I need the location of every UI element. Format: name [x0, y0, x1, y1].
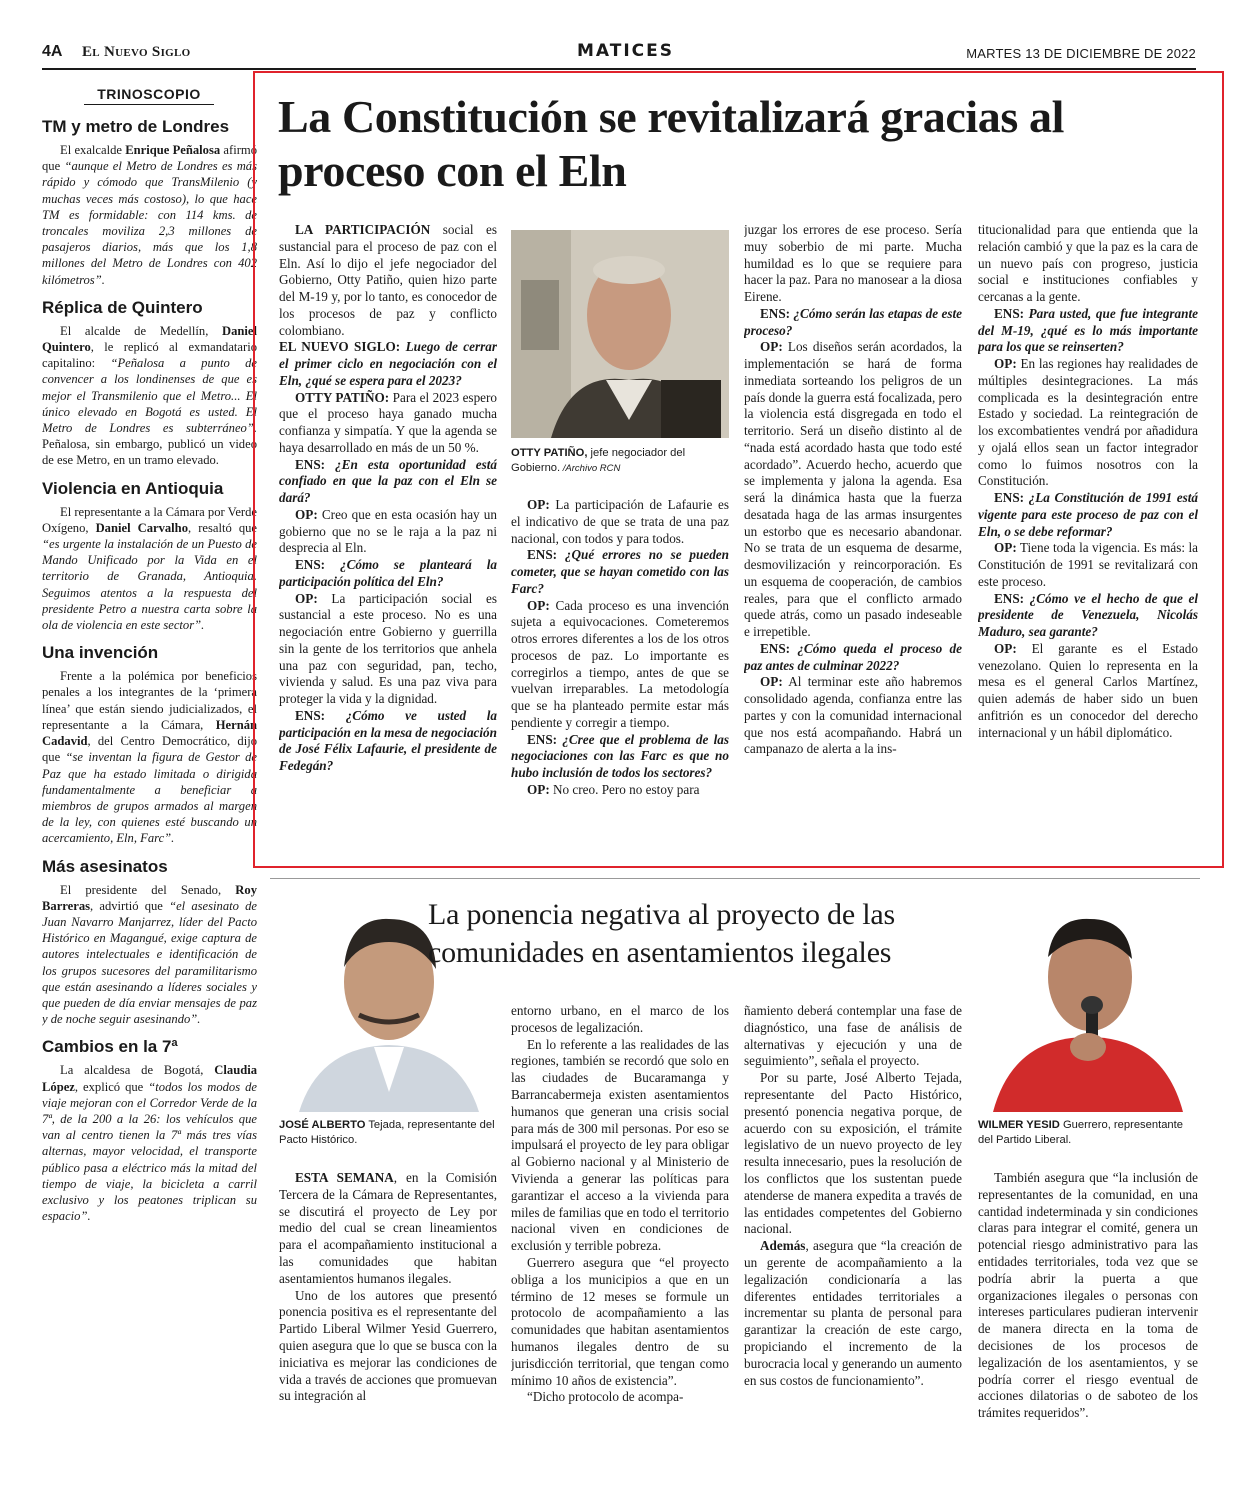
photo-caption: [978, 1118, 1198, 1148]
speaker: OP:: [994, 640, 1017, 656]
question: Para usted, que fue integrante del M-19, ¿qué es lo más importante para los que se reinserten?: [978, 305, 1198, 355]
paragraph-lead: Además: [760, 1238, 806, 1254]
sidebar-item-title: Una invención: [42, 643, 159, 663]
speaker: OP:: [295, 590, 318, 606]
caption-text: jefe negociador del Gobierno.: [511, 447, 686, 474]
body-text: , le replicó al exmandatario capitalino:: [42, 340, 257, 371]
speaker: OTTY PATIÑO:: [295, 389, 390, 405]
body-text: , resaltó que: [188, 520, 257, 535]
caption-text: Guerrero, representante del Partido Liberal.: [978, 1119, 1183, 1146]
speaker: ENS:: [527, 547, 558, 563]
trinoscopio-sidebar: [42, 86, 257, 1466]
article1-column-3: [744, 222, 962, 862]
paragraph: Guerrero asegura que “el proyecto obliga a los municipios a que en un término de 12 meses se formule un protocolo de acompañamiento a las comunidades que habitan asentamientos humanos ilegales dentro de su jurisdicción territorial, que tengan como mínimo 10 años de existencia”.: [511, 1254, 729, 1388]
paragraph: entorno urbano, en el marco de los procesos de legalización.: [511, 1003, 729, 1035]
body-text: El representante a la Cámara por Verde Oxígeno,: [42, 504, 257, 535]
speaker: ENS:: [760, 305, 791, 321]
publication-date: MARTES 13 DE DICIEMBRE DE 2022: [966, 46, 1196, 61]
question: ¿La Constitución de 1991 está vigente para este proceso de paz con el Eln, o se debe reformar?: [978, 490, 1198, 539]
body-text: Peñalosa, sin embargo, publicó un video de ese Metro, en un tramo elevado.: [42, 437, 257, 468]
lead-bold: LA PARTICIPACIÓN: [295, 222, 431, 237]
article1-column-1: [279, 222, 497, 862]
person-name: Claudia López: [42, 1063, 257, 1094]
photo-caption: [511, 446, 729, 476]
answer: Creo que en esta ocasión hay un gobierno que no se le raja a la paz ni desprecia al Eln.: [279, 506, 497, 556]
article2-column-3: [744, 1003, 962, 1468]
person-name: Daniel Quintero: [42, 323, 257, 355]
body-text: , advirtió que: [90, 898, 170, 913]
speaker: OP:: [295, 506, 318, 522]
speaker: ENS:: [994, 590, 1025, 606]
article-divider: [270, 878, 1200, 879]
person-name: Enrique Peñalosa: [125, 143, 221, 157]
speaker: ENS:: [994, 305, 1025, 321]
person-name: Daniel Carvalho: [95, 520, 188, 535]
wilmer-yesid-guerrero-photo: [978, 897, 1198, 1112]
sidebar-item-title: Violencia en Antioquia: [42, 478, 224, 498]
paragraph: ñamiento deberá contemplar una fase de diagnóstico, una fase de análisis de alternativas y ejecución y una de seguimiento”, señala el proyecto.: [744, 1003, 962, 1069]
person-name: Roy Barreras: [42, 882, 257, 913]
body-text: El presidente del Senado,: [60, 882, 236, 897]
caption-name: JOSÉ ALBERTO: [279, 1119, 366, 1131]
question: ¿Cómo queda el proceso de paz antes de culminar 2022?: [744, 640, 962, 673]
question: ¿Cree que el problema de las negociaciones con las Farc es que no hubo inclusión de todos los sectores?: [511, 731, 729, 780]
speaker: ENS:: [295, 557, 326, 572]
question: Luego de cerrar el primer ciclo en negociación con el Eln, ¿qué se espera para el 2023?: [279, 339, 497, 388]
sidebar-item-body: [42, 323, 257, 469]
caption-name: WILMER YESID: [978, 1119, 1060, 1131]
quote: “Peñalosa a punto de convencer a los londinenses de que es mejor el Transmilenio que el Metro... El único elevado en Bogotá es usted. El Metro de Londres es subterráneo”.: [42, 356, 257, 436]
article2-column-2: [511, 1003, 729, 1468]
question: ¿Cómo serán las etapas de este proceso?: [744, 305, 962, 338]
speaker: OP:: [994, 540, 1017, 556]
main-headline: La Constitución se revitalizará gracias al proceso con el Eln: [278, 91, 1064, 196]
sidebar-header: TRINOSCOPIO: [84, 86, 214, 105]
answer-continued: juzgar los errores de ese proceso. Sería muy soberbio de mi parte. Mucha humildad es lo que se requiere para hacer la paz. Para no manosear a la diosa Eirene.: [744, 222, 962, 304]
person-name: Hernán Cadavid: [42, 717, 257, 749]
caption-text: Tejada, representante del Pacto Histórico.: [279, 1119, 495, 1146]
answer: Para el 2023 espero que el proceso haya ganado mucha confianza y simpatía. Y que la agenda se haya desarrollado en más de un 50 %.: [279, 389, 497, 455]
article2-column-1: [279, 1170, 497, 1468]
second-headline: La ponencia negativa al proyecto de las comunidades en asentamientos ilegales: [428, 898, 895, 969]
quote: “el asesinato de Juan Navarro Manjarrez, líder del Pacto Histórico en Magangué, exige captura de autores intelectuales e identificación de los grupos sucesores del paramilitarismo que están asesinando a líderes sociales y que pueden de día enviar mensajes de paz y de noche seguir asesinando”.: [42, 898, 257, 1027]
speaker: OP:: [760, 339, 783, 355]
masthead: [42, 40, 1196, 68]
speaker: ENS:: [295, 456, 326, 472]
sidebar-item-title: Más asesinatos: [42, 856, 168, 876]
answer: La participación de Lafaurie es el indicativo de que se trata de una paz nacional, con todos y para todos.: [511, 497, 729, 546]
sidebar-item-title: TM y metro de Londres: [42, 117, 230, 136]
otty-patino-photo: [511, 230, 729, 438]
sidebar-item-title: Réplica de Quintero: [42, 297, 203, 317]
speaker: OP:: [527, 597, 550, 613]
quote: “todos los modos de viaje mejoran con el Corredor Verde de la 7ª, de la 200 a la 26: los vehículos que van al centro tienen la 7ª más tres vías alternas, mayor velocidad, el transporte público pasa a eléctrico más la mitad del tiempo de viaje, la bicicleta a carril exclusivo y los peatones triplican su espacio”.: [42, 1079, 257, 1224]
answer: Los diseños serán acordados, la implementación se hará de forma inmediata sorteando los peligros de un país donde la guerra está focalizada, pero la violencia está disgregada en todo el territorio. Será un diseño distinto al de “nada está acordado hasta que todo esté acordado”. Acuerdo hecho, acuerdo que se implementa y jalona la agenda. Esa será la dinámica hasta que la fuerza desatada haga de las armas insurgentes un estorbo que es necesario abandonar. No se trata de un esquema de desarme, desmovilización y reincorporación. Es un esquema de cooperación, de cambios reales, para que el conflicto armado quede atrás, como un pasado indeseable e irrepetible.: [744, 339, 962, 639]
sidebar-items: [42, 117, 257, 1224]
speaker: OP:: [760, 674, 783, 690]
page-number: 4A: [42, 43, 63, 60]
sidebar-item-body: [42, 504, 257, 634]
body-text: El alcalde de Medellín,: [60, 323, 223, 338]
question: ¿En esta oportunidad está confiado en que la paz con el Eln se dará?: [279, 456, 497, 505]
paragraph: , asegura que “la creación de un gerente de acompañamiento a la legalización condicionaría a las diferentes entidades territoriales a incrementar su planta de personal para garantizar la creación de este cargo, propiciando el incremento de la burocracia local y generando un aumento en sus costos de funcionamiento”.: [744, 1238, 962, 1388]
lead-bold: ESTA SEMANA: [295, 1170, 394, 1185]
body-text: afirmó que: [42, 143, 257, 174]
masthead-rule: [42, 68, 1196, 70]
body-text: , del Centro Democrático, dijo que: [42, 734, 257, 765]
photo-credit: /Archivo RCN: [560, 463, 621, 474]
speaker: OP:: [527, 497, 550, 512]
sidebar-item-body: [42, 1062, 257, 1224]
lead-text: social es sustancial para el proceso de paz con el Eln. Así lo dijo el jefe negociador del Gobierno, Otty Patiño, quien hizo parte del M-19 y, por lo tanto, es conocedor de los procesos de paz y conflicto colombiano.: [279, 222, 497, 338]
answer: En las regiones hay realidades de múltiples desintegraciones. La más complicada es la desintegración entre Estado y sociedad. La reintegración de los excombatientes vendrá por añadidura y ojalá ellos sean un factor integrador como lo fuimos nosotros con la Constitución.: [978, 356, 1198, 489]
answer: El garante es el Estado venezolano. Quien lo representa en la mesa es el general Carlos Martínez, quien además de haber sido un buen anfitrión es un conocedor del derecho internacional y un hábil diplomático.: [978, 640, 1198, 740]
lead-text: , en la Comisión Tercera de la Cámara de Representantes, se discutirá el proyecto de Ley por medio del cual se crean lineamientos para el acompañamiento institucional a las comunidades que habitan asentamientos humanos ilegales.: [279, 1170, 497, 1286]
body-text: La alcaldesa de Bogotá,: [60, 1063, 215, 1078]
speaker: ENS:: [295, 707, 326, 723]
paragraph: Uno de los autores que presentó ponencia positiva es el representante del Partido Liberal Wilmer Yesid Guerrero, quien asegura que lo que se busca con la iniciativa es mejorar las condiciones de vida a través de acciones que promuevan su integración al: [279, 1287, 497, 1404]
answer-continued: titucionalidad para que entienda que la relación cambió y que la paz es la cara de un nuevo país con progreso, justicia social e instituciones confiables y cercanas a la gente.: [978, 222, 1198, 304]
paragraph: En lo referente a las realidades de las regiones, también se recordó que solo en las ciudades de Bucaramanga y Barrancabermeja existen asentamientos humanos que generan una crisis social para más de 300 mil personas. Por eso se impulsará el proyecto de ley para obligar al Gobierno nacional y al Ministerio de Vivienda a generar las políticas para garantizar el acceso a la vivienda para miles de familias que en todo el territorio nacional viven en condiciones de exclusión y terrible pobreza.: [511, 1036, 729, 1254]
portrait-illustration: [511, 230, 729, 438]
answer: No creo. Pero no estoy para: [549, 781, 700, 797]
quote: “aunque el Metro de Londres es más rápido y cómodo que TransMilenio (y muchas veces más costoso), lo que hace TM es formidable: con 114 kms. de troncales moviliza 2,3 millones de pasajeros diarios, más que los 1,8 millones del Metro de Londres con 402 kilómetros”.: [42, 159, 257, 287]
speaker: OP:: [994, 356, 1017, 371]
newspaper-name: El Nuevo Siglo: [82, 44, 191, 60]
sidebar-item-title: Cambios en la 7ª: [42, 1037, 178, 1057]
answer: Al terminar este año habremos consolidado agenda, confianza entre las partes y con la comunidad internacional que nos está acompañando. Habrá un campanazo de alerta a la ins-: [744, 674, 962, 757]
article1-column-4: [978, 222, 1198, 862]
body-text: , explicó que: [74, 1079, 149, 1094]
sidebar-item-body: [42, 142, 257, 288]
question: ¿Cómo ve el hecho de que el presidente de Venezuela, Nicolás Maduro, sea garante?: [978, 590, 1198, 639]
portrait-illustration: [978, 897, 1198, 1112]
question: ¿Cómo ve usted la participación en la mesa de negociación de José Félix Lafaurie, el presidente de Fedegán?: [279, 707, 497, 773]
body-text: Frente a la polémica por beneficios penales a los integrantes de la ‘primera línea’ que están siendo judicializados, el representante a la Cámara,: [42, 669, 257, 732]
article2-column-4: [978, 1170, 1198, 1468]
paragraph: “Dicho protocolo de acompa-: [527, 1389, 684, 1405]
quote: “se inventan la figura de Gestor de Paz que ha estado limitada o dirigida fundamentalmente a beneficiar a miembros de grupos armados al margen de la ley, con quienes esté buscando un acercamiento, Eln, Farc”.: [42, 750, 257, 846]
paragraph: Por su parte, José Alberto Tejada, representante del Pacto Histórico, presentó ponencia negativa porque, de acuerdo con su exposición, el trámite legislativo de un nuevo proyecto de ley resulta innecesario, pues la resolución de los conflictos que los sustentan puede atenderse de manera expedita a través de las entidades competentes del Gobierno nacional.: [744, 1070, 962, 1237]
section-name: MATICES: [577, 41, 675, 61]
body-text: El exalcalde: [60, 143, 126, 157]
quote: “es urgente la instalación de un Puesto de Mando Unificado por la Vida en el territorio de Granada, Antioquia. Seguimos atentos a la respuesta del presidente Petro a nuestra carta sobre la ola de violencia en este sector”.: [42, 537, 257, 633]
answer: Tiene toda la vigencia. Es más: la Constitución de 1991 se revitalizará con este proceso.: [978, 540, 1198, 589]
answer: La participación social es sustancial a este proceso. No es una negociación entre Gobierno y guerrilla sin la gente de los territorios que anhela una paz con seguridad, pan, techo, vivienda y salud. Es una paz viva para proteger la vida y la dignidad.: [279, 590, 497, 706]
photo-caption: [279, 1118, 499, 1148]
speaker: ENS:: [760, 640, 791, 656]
sidebar-item-body: [42, 882, 257, 1028]
caption-name: OTTY PATIÑO,: [511, 447, 588, 459]
speaker: ENS:: [527, 731, 558, 747]
question: ¿Cómo se planteará la participación política del Eln?: [279, 557, 497, 589]
sidebar-item-body: [42, 668, 257, 846]
article1-column-2: [511, 497, 729, 862]
question: ¿Qué errores no se pueden cometer, que se hayan cometido con las Farc?: [511, 547, 729, 596]
answer: Cada proceso es una invención sujeta a equivocaciones. Cometeremos otros errores diferentes a los de los otros procesos de paz. Lo importante es corregirlos a tiempo, antes de que se vuelvan irreparables. La metodología que se ha planteado permite estar más pendiente y corregir a tiempo.: [511, 597, 729, 730]
paragraph: También asegura que “la inclusión de representantes de la comunidad, en una cantidad indeterminada y sin condiciones claras para integrar el comité, genera un potencial riesgo administrativo para las entidades territoriales, toda vez que se podría abrir la puerta a que organizaciones ilegales o personas con intereses particulares pudieran intervenir de manera directa en la toma de decisiones de los procesos de legalización de los asentamientos, y se podría correr el riesgo eventual de acciones dilatorias o de saboteo de los trámites requeridos”.: [978, 1170, 1198, 1421]
speaker: EL NUEVO SIGLO:: [279, 339, 401, 355]
speaker: OP:: [527, 781, 550, 797]
speaker: ENS:: [994, 490, 1025, 505]
